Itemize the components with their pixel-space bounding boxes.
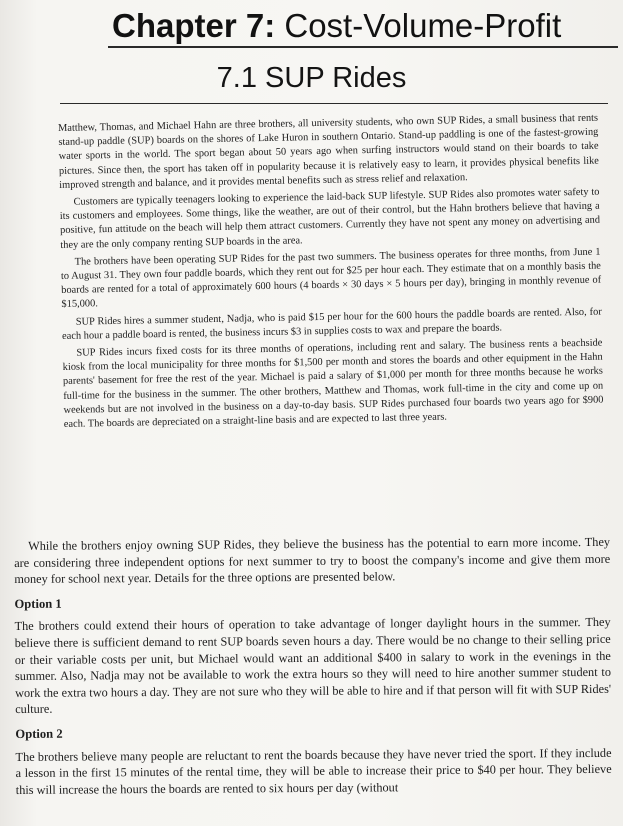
chapter-divider <box>108 46 618 48</box>
chapter-heading <box>112 6 612 46</box>
paragraph-options-intro: While the brothers enjoy owning SUP Rides, they believe the business has the potential to earn more income. They are considering three independent options for next summer to try to boost the company's income and give them more money for school next year. Details for the three options are presented below. <box>14 534 611 587</box>
paragraph-operations: The brothers have been operating SUP Rides for the past two summers. The business operates for three months, from June 1 to August 31. They own four paddle boards, which they rent out for $25 per hour each. They estimate that on a monthly basis the boards are rented for a total of approximately 600 hours (4 boards × 30 days × 5 hours per day), bringing in monthly revenue of $15,000. <box>60 246 602 311</box>
chapter-number: Chapter 7: <box>112 7 276 44</box>
paragraph-fixed-costs: SUP Rides incurs fixed costs for its three months of operations, including rent and salary. The business rents a beachside kiosk from the local municipality for three months for $1,500 per month and stores the boards and other equipment in the Hahn parents' basement for free the rest of the year. Michael is paid a salary of $1,000 per month for three months because he works full-time for the business in the summer. The other brothers, Matthew and Thomas, work full-time in the city and come up on weekends but are not involved in the business on a day-to-day basis. SUP Rides purchased four boards two years ago for $900 each. The boards are depreciated on a straight-line basis and are expected to last three years. <box>62 337 604 431</box>
option-2-heading: Option 2 <box>15 726 63 741</box>
options-section <box>14 534 612 802</box>
paragraph-intro: Matthew, Thomas, and Michael Hahn are three brothers, all university students, who own SUP Rides, a small business that rents stand-up paddle (SUP) boards on the shores of Lake Huron in southern Ontario. Stand-up paddling is one of the fastest-growing water sports in the world. The sport began about 50 years ago when surfing instructors would stand on their boards to take pictures. Since then, the sport has taken off in popularity because it is relatively easy to learn, it provides physical benefits like improved strength and balance, and it provides mental benefits such as stress relief and relaxation. <box>58 112 599 191</box>
paragraph-customers: Customers are typically teenagers looking to experience the laid-back SUP lifestyle. SUP Rides also promotes water safety to its customers and employees. Some things, like the weather, are out of their control, but the Hahn brothers believe that having a positive, fun attitude on the beach will help them attract customers. Currently they have not spent any money on advertising and they are the only company renting SUP boards in the area. <box>59 186 601 251</box>
chapter-title: Cost-Volume-Profit <box>284 7 562 44</box>
case-body <box>58 112 604 436</box>
section-title: 7.1 SUP Rides <box>216 62 407 94</box>
option-1-text: The brothers could extend their hours of operation to take advantage of longer daylight hours in the summer. They believe there is sufficient demand to rent SUP boards seven hours a day. There would be no change to their selling price or their variable costs per unit, but Michael would want an additional $400 in salary to work in the evenings in the summer. Also, Nadja may not be available to work the extra hours so they will need to hire another summer student to work the extra two hours a day. They are not sure who they will be able to hire and if that person will fit with SUP Rides' culture. <box>14 615 612 717</box>
section-divider <box>60 103 608 104</box>
option-1-heading: Option 1 <box>14 596 62 611</box>
option-2-text: The brothers believe many people are reluctant to rent the boards because they have never tried the sport. If they include a lesson in the first 15 minutes of the rental time, they will be able to increase their price to $40 per hour. They believe this will increase the hours the boards are rented to six hours per day (without <box>15 745 612 797</box>
paragraph-variable-costs: SUP Rides hires a summer student, Nadja, who is paid $15 per hour for the 600 hours the paddle boards are rented. Also, for each hour a paddle board is rented, the business incurs $3 in supplies costs to wax and prepare the boards. <box>62 306 602 342</box>
